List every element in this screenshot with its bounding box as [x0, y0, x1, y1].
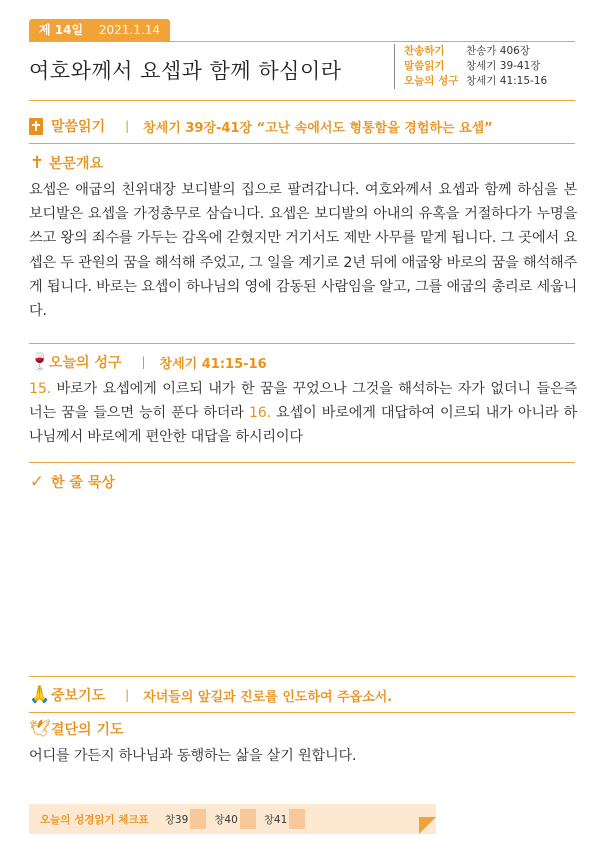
verse-number: 16. [248, 405, 271, 422]
resolution-text: 어디를 가든지 하나님과 동행하는 삶을 살기 원합니다. [29, 748, 357, 764]
checklist-label: 오늘의 성경읽기 체크표 [40, 813, 149, 826]
meta-value: 찬송가 406장 [466, 45, 530, 57]
checkbox[interactable] [289, 809, 305, 829]
intercession-subtitle: 자녀들의 앞길과 진로를 인도하여 주옵소서. [143, 689, 393, 705]
praying-hands-icon: 🙏 [29, 684, 51, 705]
section-rule [29, 343, 575, 344]
resolution-section-header [29, 719, 575, 739]
summary-title: 본문개요 [49, 156, 104, 172]
meta-row-reading [404, 59, 547, 74]
resolution-title: 결단의 기도 [51, 722, 124, 738]
summary-text: 요셉은 애굽의 친위대장 보디발의 집으로 팔려갑니다. 여호와께서 요셉과 함께 하심을 본 보디발은 요셉을 가정총무로 삼습니다. 요셉은 보디발의 아내의 유혹을 거절하다가 누명을 쓰고 왕의 죄수를 가두는 감옥에 갇혔지만 거기서도 제반 사무를 맡게 됩니다. 그 곳에서 요셉은 두 관원의 꿈을 해석해 주었고, 그 일을 계기로 2년 뒤에 애굽왕 바로의 꿈을 해석해주게 됩니다. 바로는 요셉이 하나님의 영에 감동된 사람임을 알고, 그를 애굽의 총리로 세웁니다. [29, 182, 577, 320]
summary-section-header [29, 153, 575, 173]
section-rule [29, 712, 575, 713]
bible-icon [29, 118, 43, 135]
section-rule [29, 143, 575, 144]
meditation-section-header [29, 472, 575, 492]
checklist-item-label: 창40 [214, 813, 238, 826]
checkbox[interactable] [190, 809, 206, 829]
meta-key: 말씀읽기 [404, 60, 445, 72]
header-meta [394, 44, 547, 89]
checklist-item [264, 809, 306, 829]
meta-row-hymn [404, 44, 547, 59]
separator: | [125, 119, 130, 133]
page-title: 여호와께서 요셉과 함께 하심이라 [29, 59, 342, 83]
verse-number: 15. [29, 381, 51, 397]
verse-section-header [29, 352, 575, 372]
intercession-title: 중보기도 [51, 688, 106, 704]
verse-title: 오늘의 성구 [49, 355, 122, 371]
meditation-title: 한 줄 묵상 [51, 475, 115, 491]
dove-icon: 🕊 [29, 718, 51, 739]
checklist-item [165, 809, 207, 829]
section-rule [29, 462, 575, 463]
check-icon: ✓ [29, 471, 45, 492]
intercession-section-header [29, 685, 575, 705]
checklist-item-label: 창41 [263, 813, 288, 826]
verse-body: 요셉이 바로에게 대답하여 이르되 내가 아니라 하나님께서 바로에게 편안한 대답을 하시리이다 [29, 405, 578, 446]
separator: | [125, 688, 130, 702]
section-rule [29, 676, 575, 677]
reading-checklist [29, 804, 436, 834]
reading-title: 말씀읽기 [51, 119, 106, 135]
checkbox[interactable] [240, 809, 256, 829]
header-top-rule [29, 41, 575, 42]
checklist-item-label: 창39 [164, 813, 189, 826]
meta-key: 찬송하기 [404, 45, 445, 57]
checklist-item [214, 809, 256, 829]
meta-value: 창세기 41:15-16 [466, 75, 548, 87]
meta-key: 오늘의 성구 [404, 75, 459, 87]
header-bottom-rule [29, 100, 575, 101]
meta-value: 창세기 39-41장 [466, 60, 541, 72]
separator: | [141, 355, 146, 369]
cross-icon: ✝ [29, 152, 45, 173]
verse-subtitle: 창세기 41:15-16 [159, 356, 267, 372]
reading-subtitle: 창세기 39장-41장 “고난 속에서도 형통함을 경험하는 요셉” [143, 120, 493, 136]
chalice-icon: 🍷 [29, 351, 51, 372]
page-fold-corner [419, 817, 436, 834]
verse-text [29, 377, 577, 450]
reading-section-header [29, 116, 575, 136]
meta-row-verse [404, 74, 547, 89]
day-label: 제 14일 [39, 23, 84, 37]
day-date: 2021.1.14 [98, 23, 160, 37]
verse-body: 바로가 요셉에게 이르되 내가 한 꿈을 꾸었으나 그것을 해석하는 자가 없더니 들은즉 너는 꿈을 들으면 능히 푼다 하더라 [29, 381, 577, 422]
day-tab [29, 19, 170, 41]
